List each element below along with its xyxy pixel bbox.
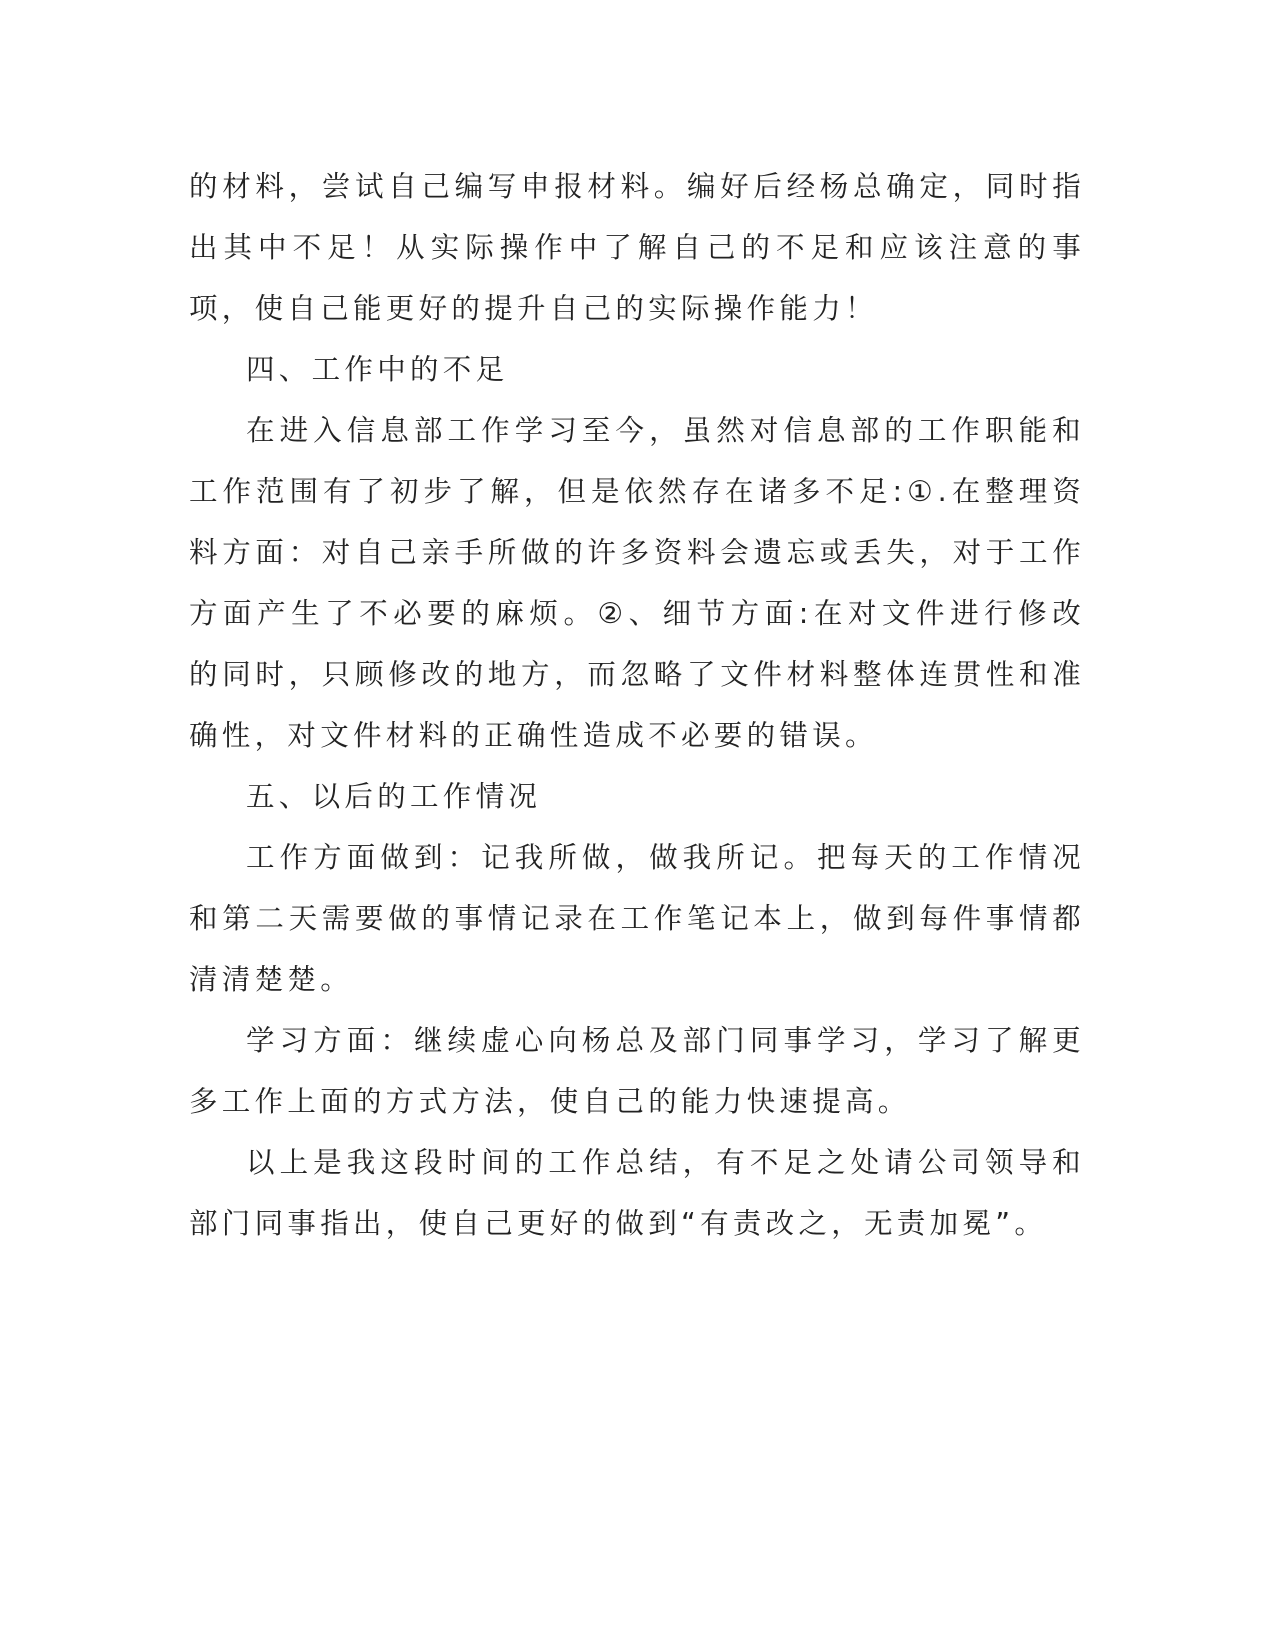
paragraph-continuation: 的材料，尝试自己编写申报材料。编好后经杨总确定，同时指出其中不足！从实际操作中了解自己的不足和应该注意的事项，使自己能更好的提升自己的实际操作能力！ bbox=[189, 170, 1085, 325]
section-heading-shortcomings: 四、工作中的不足 bbox=[246, 353, 509, 386]
document-body bbox=[189, 156, 1085, 1254]
paragraph-shortcomings: 在进入信息部工作学习至今，虽然对信息部的工作职能和工作范围有了初步了解，但是依然存在诸多不足:①.在整理资料方面：对自己亲手所做的许多资料会遗忘或丢失，对于工作方面产生了不必要的麻烦。②、细节方面:在对文件进行修改的同时，只顾修改的地方，而忽略了文件材料整体连贯性和准确性，对文件材料的正确性造成不必要的错误。 bbox=[189, 414, 1085, 752]
paragraph-study-plan: 学习方面：继续虚心向杨总及部门同事学习，学习了解更多工作上面的方式方法，使自己的能力快速提高。 bbox=[189, 1024, 1085, 1118]
section-heading-future-work: 五、以后的工作情况 bbox=[246, 780, 542, 813]
paragraph-work-plan: 工作方面做到：记我所做，做我所记。把每天的工作情况和第二天需要做的事情记录在工作笔记本上，做到每件事情都清清楚楚。 bbox=[189, 841, 1085, 996]
paragraph-conclusion: 以上是我这段时间的工作总结，有不足之处请公司领导和部门同事指出，使自己更好的做到“有责改之，无责加冕”。 bbox=[189, 1146, 1085, 1240]
